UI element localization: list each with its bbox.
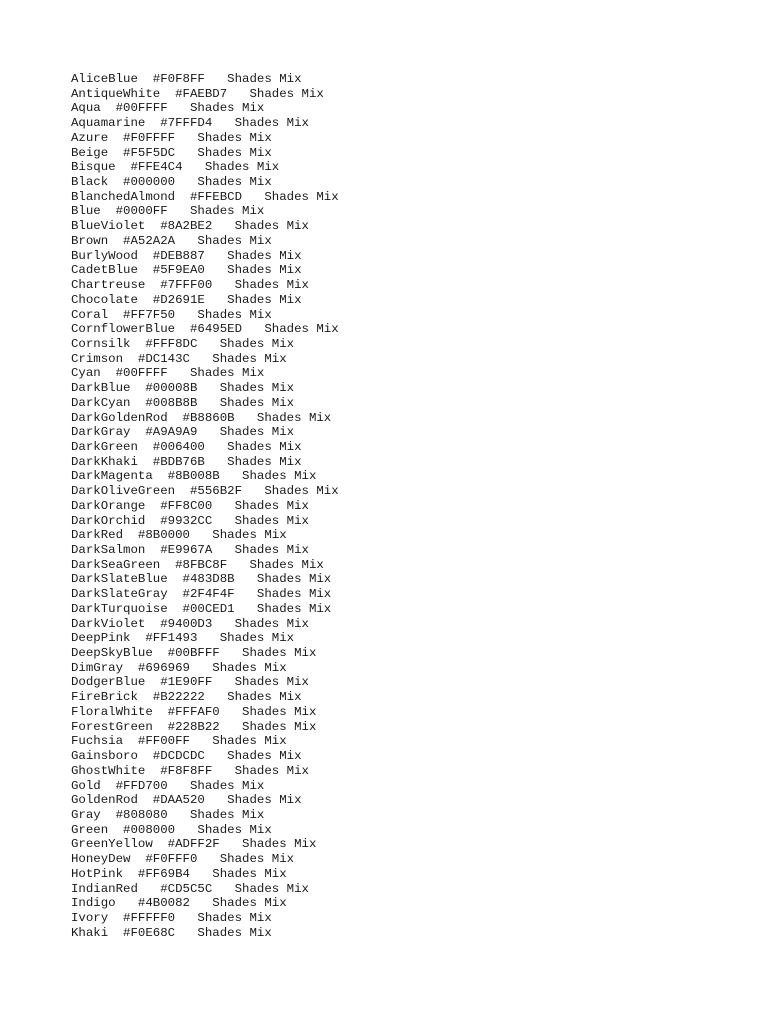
list-item: CadetBlue #5F9EA0 Shades Mix (71, 263, 302, 278)
list-item: DarkKhaki #BDB76B Shades Mix (71, 454, 302, 469)
list-item: DarkGoldenRod #B8860B Shades Mix (71, 410, 332, 425)
list-item: Chocolate #D2691E Shades Mix (71, 292, 302, 307)
list-item: Indigo #4B0082 Shades Mix (71, 896, 287, 911)
list-item: Cyan #00FFFF Shades Mix (71, 366, 265, 381)
list-item: Bisque #FFE4C4 Shades Mix (71, 160, 280, 175)
list-item: BlanchedAlmond #FFEBCD Shades Mix (71, 189, 339, 204)
list-item: DarkTurquoise #00CED1 Shades Mix (71, 601, 332, 616)
list-item: DarkSalmon #E9967A Shades Mix (71, 543, 309, 557)
list-item: DarkRed #8B0000 Shades Mix (71, 528, 287, 543)
list-item: HoneyDew #F0FFF0 Shades Mix (71, 852, 295, 867)
list-item: GhostWhite #F8F8FF Shades Mix (71, 763, 309, 778)
list-item: Coral #FF7F50 Shades Mix (71, 307, 272, 322)
list-item: BlueViolet #8A2BE2 Shades Mix (71, 219, 309, 234)
list-item: Fuchsia #FF00FF Shades Mix (71, 734, 287, 749)
list-item: GreenYellow #ADFF2F Shades Mix (71, 837, 317, 852)
list-item: DeepSkyBlue #00BFFF Shades Mix (71, 646, 317, 661)
list-item: DarkMagenta #8B008B Shades Mix (71, 469, 317, 484)
list-item: Khaki #F0E68C Shades Mix (71, 925, 272, 940)
list-item: Beige #F5F5DC Shades Mix (71, 145, 272, 160)
list-item: DarkSeaGreen #8FBC8F Shades Mix (71, 557, 324, 572)
list-item: DimGray #696969 Shades Mix (71, 660, 287, 675)
color-list (71, 72, 339, 940)
list-item: DarkOliveGreen #556B2F Shades Mix (71, 484, 339, 499)
list-item: Gray #808080 Shades Mix (71, 807, 265, 822)
list-item: DarkOrchid #9932CC Shades Mix (71, 513, 309, 528)
list-item: HotPink #FF69B4 Shades Mix (71, 866, 287, 881)
list-item: Aqua #00FFFF Shades Mix (71, 101, 265, 116)
list-item: BurlyWood #DEB887 Shades Mix (71, 248, 302, 263)
list-item: DarkGray #A9A9A9 Shades Mix (71, 425, 295, 440)
list-item: Black #000000 Shades Mix (71, 175, 272, 190)
list-item: DodgerBlue #1E90FF Shades Mix (71, 675, 309, 690)
list-item: Ivory #FFFFF0 Shades Mix (71, 910, 272, 925)
list-item: Cornsilk #FFF8DC Shades Mix (71, 336, 295, 351)
list-item: AntiqueWhite #FAEBD7 Shades Mix (71, 86, 324, 101)
list-item: Gainsboro #DCDCDC Shades Mix (71, 749, 302, 764)
list-item: Azure #F0FFFF Shades Mix (71, 130, 272, 145)
list-item: IndianRed #CD5C5C Shades Mix (71, 881, 309, 896)
list-item: CornflowerBlue #6495ED Shades Mix (71, 322, 339, 337)
list-item: DarkBlue #00008B Shades Mix (71, 381, 295, 396)
list-item: FloralWhite #FFFAF0 Shades Mix (71, 704, 317, 719)
list-item: GoldenRod #DAA520 Shades Mix (71, 793, 302, 808)
list-item: Crimson #DC143C Shades Mix (71, 351, 287, 366)
list-item: DeepPink #FF1493 Shades Mix (71, 631, 295, 646)
list-item: DarkSlateBlue #483D8B Shades Mix (71, 572, 332, 587)
list-item: ForestGreen #228B22 Shades Mix (71, 719, 317, 734)
list-item: Chartreuse #7FFF00 Shades Mix (71, 278, 309, 293)
list-item: AliceBlue #F0F8FF Shades Mix (71, 72, 302, 86)
list-item: DarkCyan #008B8B Shades Mix (71, 395, 295, 410)
list-item: DarkOrange #FF8C00 Shades Mix (71, 498, 309, 513)
list-item: Aquamarine #7FFFD4 Shades Mix (71, 116, 309, 131)
list-item: DarkSlateGray #2F4F4F Shades Mix (71, 587, 332, 602)
list-item: Gold #FFD700 Shades Mix (71, 778, 265, 793)
list-item: DarkViolet #9400D3 Shades Mix (71, 616, 309, 631)
list-item: DarkGreen #006400 Shades Mix (71, 439, 302, 454)
list-item: Green #008000 Shades Mix (71, 822, 272, 837)
list-item: Blue #0000FF Shades Mix (71, 204, 265, 219)
list-item: FireBrick #B22222 Shades Mix (71, 690, 302, 705)
list-item: Brown #A52A2A Shades Mix (71, 233, 272, 248)
